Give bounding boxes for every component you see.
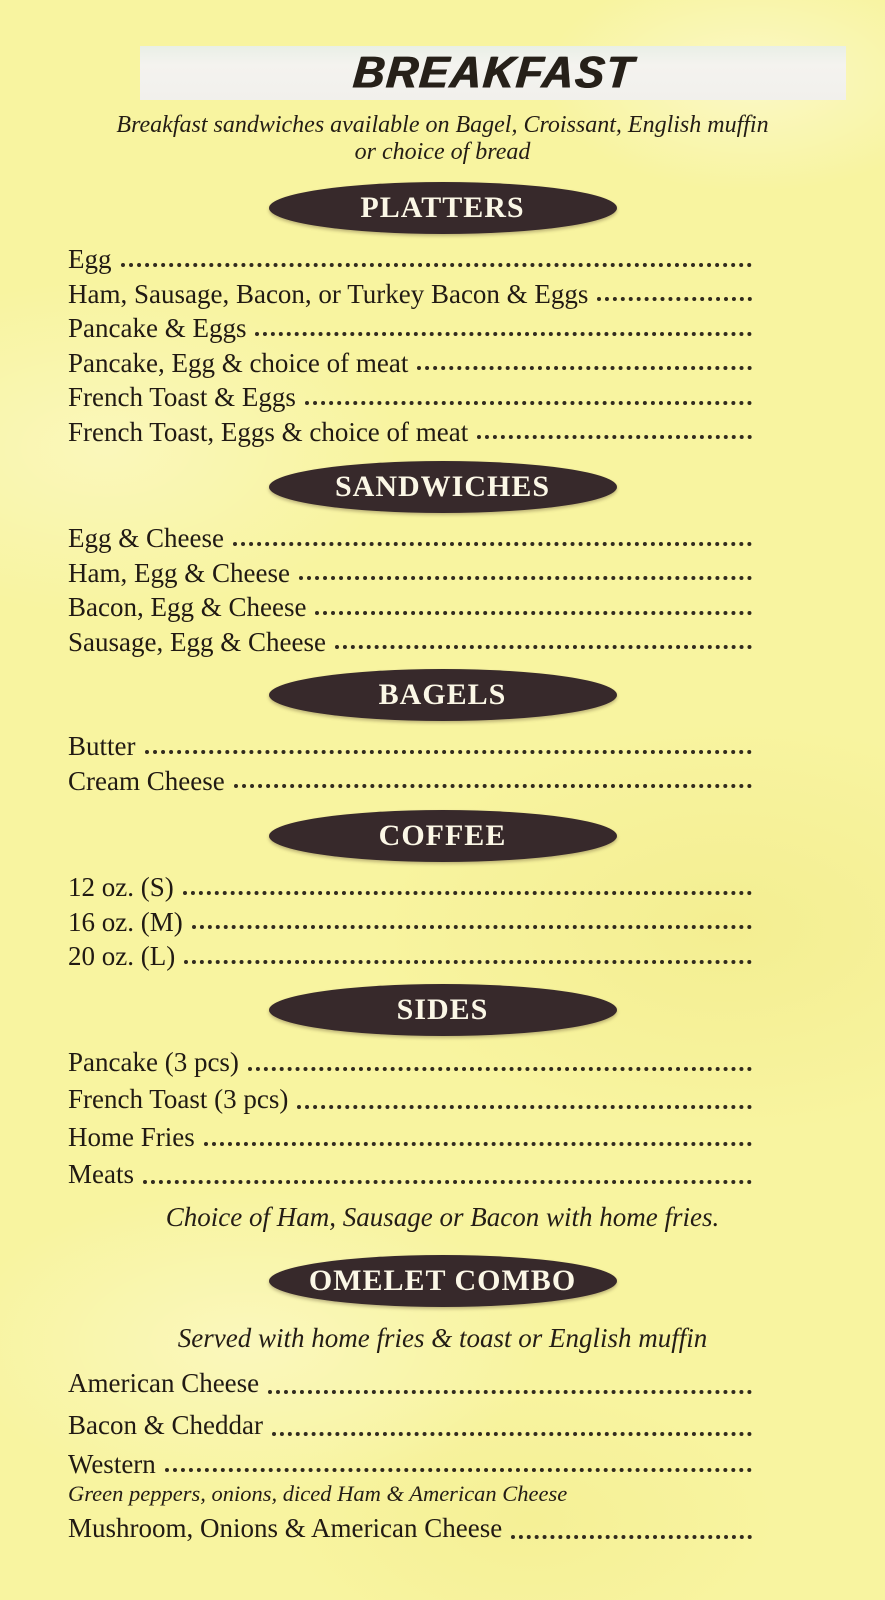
section-heading-label: SANDWICHES — [334, 470, 551, 503]
item-name: Butter — [68, 731, 136, 761]
menu-item — [68, 521, 752, 556]
section-heading-label: PLATTERS — [360, 191, 525, 224]
omelet-combo-list — [68, 1362, 752, 1549]
dotted-leader — [112, 242, 753, 277]
item-name: Bacon & Cheddar — [68, 1409, 263, 1440]
dotted-leader — [263, 1404, 752, 1446]
item-name: Meats — [68, 1159, 134, 1189]
dotted-leader — [239, 1044, 752, 1082]
item-name: Egg & Cheese — [68, 523, 224, 553]
section-heading-label: SIDES — [396, 992, 489, 1026]
menu-item — [68, 311, 752, 346]
dotted-leader — [246, 311, 752, 346]
menu-item — [68, 1156, 752, 1194]
item-name: French Toast & Eggs — [68, 382, 296, 412]
section-heading-coffee — [269, 810, 617, 862]
dotted-leader — [224, 521, 752, 556]
item-name: 12 oz. (S) — [68, 872, 174, 902]
subtitle-line-2: or choice of bread — [354, 139, 531, 165]
item-name: Ham, Egg & Cheese — [68, 557, 290, 588]
menu-item — [68, 905, 752, 940]
dotted-leader — [588, 277, 752, 312]
coffee-list — [68, 870, 752, 974]
section-heading-platters — [269, 182, 617, 234]
dotted-leader — [306, 590, 752, 625]
item-name: Ham, Sausage, Bacon, or Turkey Bacon & Eggs — [68, 278, 589, 309]
menu-item — [68, 729, 752, 764]
dotted-leader — [290, 556, 752, 591]
menu-item — [68, 625, 752, 660]
dotted-leader — [225, 764, 752, 799]
section-heading-omelet-combo — [269, 1255, 617, 1307]
menu-subtitle — [0, 112, 885, 166]
menu-item — [68, 556, 752, 591]
dotted-leader — [502, 1507, 752, 1549]
title-band — [140, 46, 846, 100]
page-title: BREAKFAST — [350, 47, 636, 98]
item-name: Pancake & Eggs — [68, 313, 247, 343]
dotted-leader — [468, 415, 752, 450]
item-name: Bacon, Egg & Cheese — [68, 592, 307, 622]
dotted-leader — [156, 1446, 752, 1482]
section-heading-label: OMELET COMBO — [308, 1263, 577, 1297]
dotted-leader — [326, 625, 752, 660]
menu-item — [68, 346, 752, 381]
sides-list — [68, 1044, 752, 1194]
section-heading-label: BAGELS — [378, 678, 507, 711]
item-name: Western — [68, 1448, 156, 1479]
item-name: French Toast, Eggs & choice of meat — [68, 416, 469, 447]
dotted-leader — [136, 729, 753, 764]
sandwiches-list — [68, 521, 752, 659]
menu-item — [68, 1404, 752, 1446]
item-name: Cream Cheese — [68, 765, 225, 796]
menu-item — [68, 277, 752, 312]
menu-item — [68, 242, 752, 277]
menu-item — [68, 1446, 752, 1482]
dotted-leader — [134, 1156, 752, 1194]
dotted-leader — [195, 1119, 752, 1157]
item-name: Sausage, Egg & Cheese — [68, 626, 326, 657]
menu-item — [68, 870, 752, 905]
item-name: Mushroom, Onions & American Cheese — [68, 1512, 503, 1543]
item-name: 16 oz. (M) — [68, 906, 183, 937]
menu-item — [68, 1507, 752, 1549]
menu-item — [68, 1362, 752, 1404]
dotted-leader — [175, 939, 752, 974]
item-name: Home Fries — [68, 1121, 195, 1152]
dotted-leader — [183, 905, 752, 940]
menu-item — [68, 380, 752, 415]
sides-footnote: Choice of Ham, Sausage or Bacon with home fries. — [165, 1201, 720, 1232]
section-heading-label: COFFEE — [378, 819, 507, 852]
dotted-leader — [296, 380, 752, 415]
menu-item — [68, 1044, 752, 1082]
menu-item — [68, 590, 752, 625]
dotted-leader — [288, 1081, 752, 1119]
platters-list — [68, 242, 752, 449]
dotted-leader — [259, 1362, 752, 1404]
dotted-leader — [174, 870, 752, 905]
item-name: 20 oz. (L) — [68, 941, 176, 971]
menu-item — [68, 939, 752, 974]
menu-item — [68, 415, 752, 450]
menu-item — [68, 1081, 752, 1119]
subtitle-line-1: Breakfast sandwiches available on Bagel, Croissant, English muffin — [116, 112, 769, 138]
item-name: American Cheese — [68, 1367, 260, 1398]
item-name: Pancake, Egg & choice of meat — [68, 347, 409, 378]
item-name: Egg — [68, 244, 112, 274]
bagels-list — [68, 729, 752, 798]
section-heading-sides — [269, 984, 617, 1036]
dotted-leader — [408, 346, 752, 381]
item-name: French Toast (3 pcs) — [68, 1084, 289, 1114]
section-heading-bagels — [269, 669, 617, 721]
section-heading-sandwiches — [269, 461, 617, 513]
item-name: Pancake (3 pcs) — [68, 1046, 239, 1077]
item-description: Green peppers, onions, diced Ham & American Cheese — [68, 1480, 568, 1506]
menu-item — [68, 764, 752, 799]
menu-item — [68, 1119, 752, 1157]
omelet-combo-note: Served with home fries & toast or English muffin — [177, 1322, 708, 1353]
